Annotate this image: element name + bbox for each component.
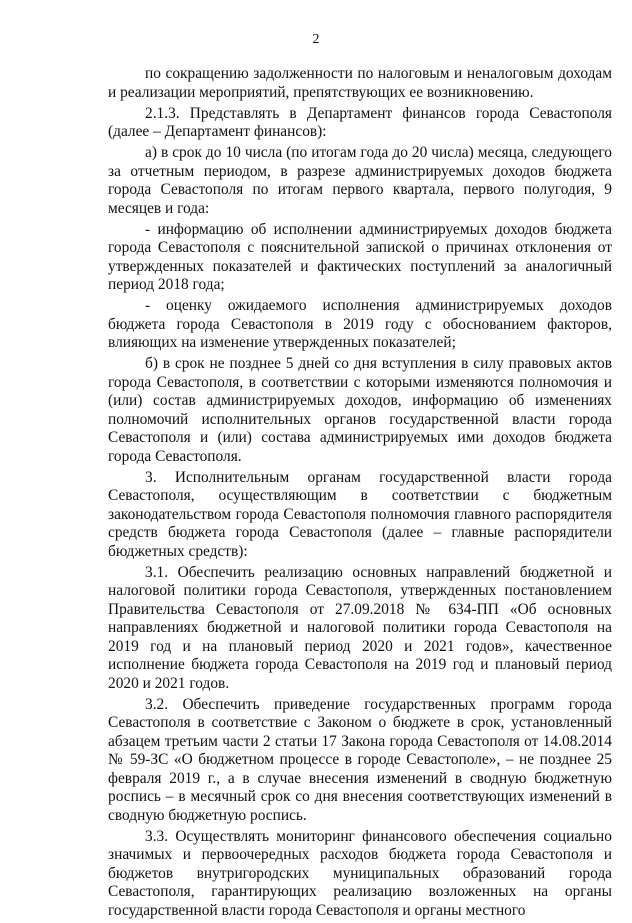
paragraph <box>108 696 612 826</box>
paragraph-text: 3.2. Обеспечить приведение государственных программ города Севастополя в соответствие с Законом о бюджете в срок, установленный абзацем третьим части 2 статьи 17 Закона города Севастополя от 14.08.2014 № 59-ЗС «О бюджетном процессе в городе Севастополе», – не позднее 25 февраля 2019 г., а в случае внесения изменений в сводную бюджетную роспись – в месячный срок со дня внесения соответствующих изменений в сводную бюджетную роспись. <box>108 695 612 824</box>
paragraph-text: 2.1.3. Представлять в Департамент финансов города Севастополя (далее – Департамент финансов): <box>108 104 612 140</box>
paragraph <box>108 144 612 218</box>
paragraph-text: 3. Исполнительным органам государственной власти города Севастополя, осуществляющим в соответствии с бюджетным законодательством города Севастополя полномочия главного распорядителя средств бюджета города Севастополя (далее – главные распорядители бюджетных средств): <box>108 468 612 560</box>
paragraph-text: - информацию об исполнении администрируемых доходов бюджета города Севастополя с пояснительной запиской о причинах отклонения от утвержденных показателей и фактических поступлений за аналогичный период 2018 года; <box>108 220 612 293</box>
paragraph-text: 3.3. Осуществлять мониторинг финансового обеспечения социально значимых и первоочередных расходов бюджета города Севастополя и бюджетов внутригородских муниципальных образований города Севастополя, гарантирующих реализацию возложенных на органы государственной власти города Севастополя и органы местного <box>108 827 612 919</box>
paragraph-text: по сокращению задолженности по налоговым и неналоговым доходам и реализации мероприятий, препятствующих ее возникновению. <box>108 65 612 101</box>
paragraph <box>108 221 612 295</box>
paragraph-text: 3.1. Обеспечить реализацию основных направлений бюджетной и налоговой политики города Севастополя, утвержденных постановлением Правительства Севастополя от 27.09.2018 № 634-ПП «Об основных направлениях бюджетной и налоговой политики города Севастополя на 2019 год и на плановый период 2020 и 2021 годов», качественное исполнение бюджета города Севастополя на 2019 год и плановый период 2020 и 2021 годов. <box>108 563 612 692</box>
paragraph <box>108 564 612 694</box>
paragraph <box>108 469 612 562</box>
paragraph-text: - оценку ожидаемого исполнения администрируемых доходов бюджета города Севастополя в 2019 году с обоснованием факторов, влияющих на изменение утвержденных показателей; <box>108 297 612 351</box>
paragraph <box>108 297 612 353</box>
paragraph <box>108 828 612 921</box>
page-number: 2 <box>312 32 320 47</box>
paragraph <box>108 105 612 142</box>
paragraph <box>108 355 612 466</box>
paragraph-text: б) в срок не позднее 5 дней со дня вступления в силу правовых актов города Севастополя, в соответствии с которыми изменяются полномочия и (или) состав администрируемых доходов, информацию об изменениях полномочий исполнительных органов государственной власти города Севастополя и (или) состава администрируемых ими доходов бюджета города Севастополя. <box>108 355 612 465</box>
document-body <box>108 65 612 923</box>
paragraph <box>108 65 612 102</box>
paragraph-text: а) в срок до 10 числа (по итогам года до 20 числа) месяца, следующего за отчетным периодом, в разрезе администрируемых доходов бюджета города Севастополя по итогам первого квартала, первого полугодия, 9 месяцев и года: <box>108 144 612 217</box>
